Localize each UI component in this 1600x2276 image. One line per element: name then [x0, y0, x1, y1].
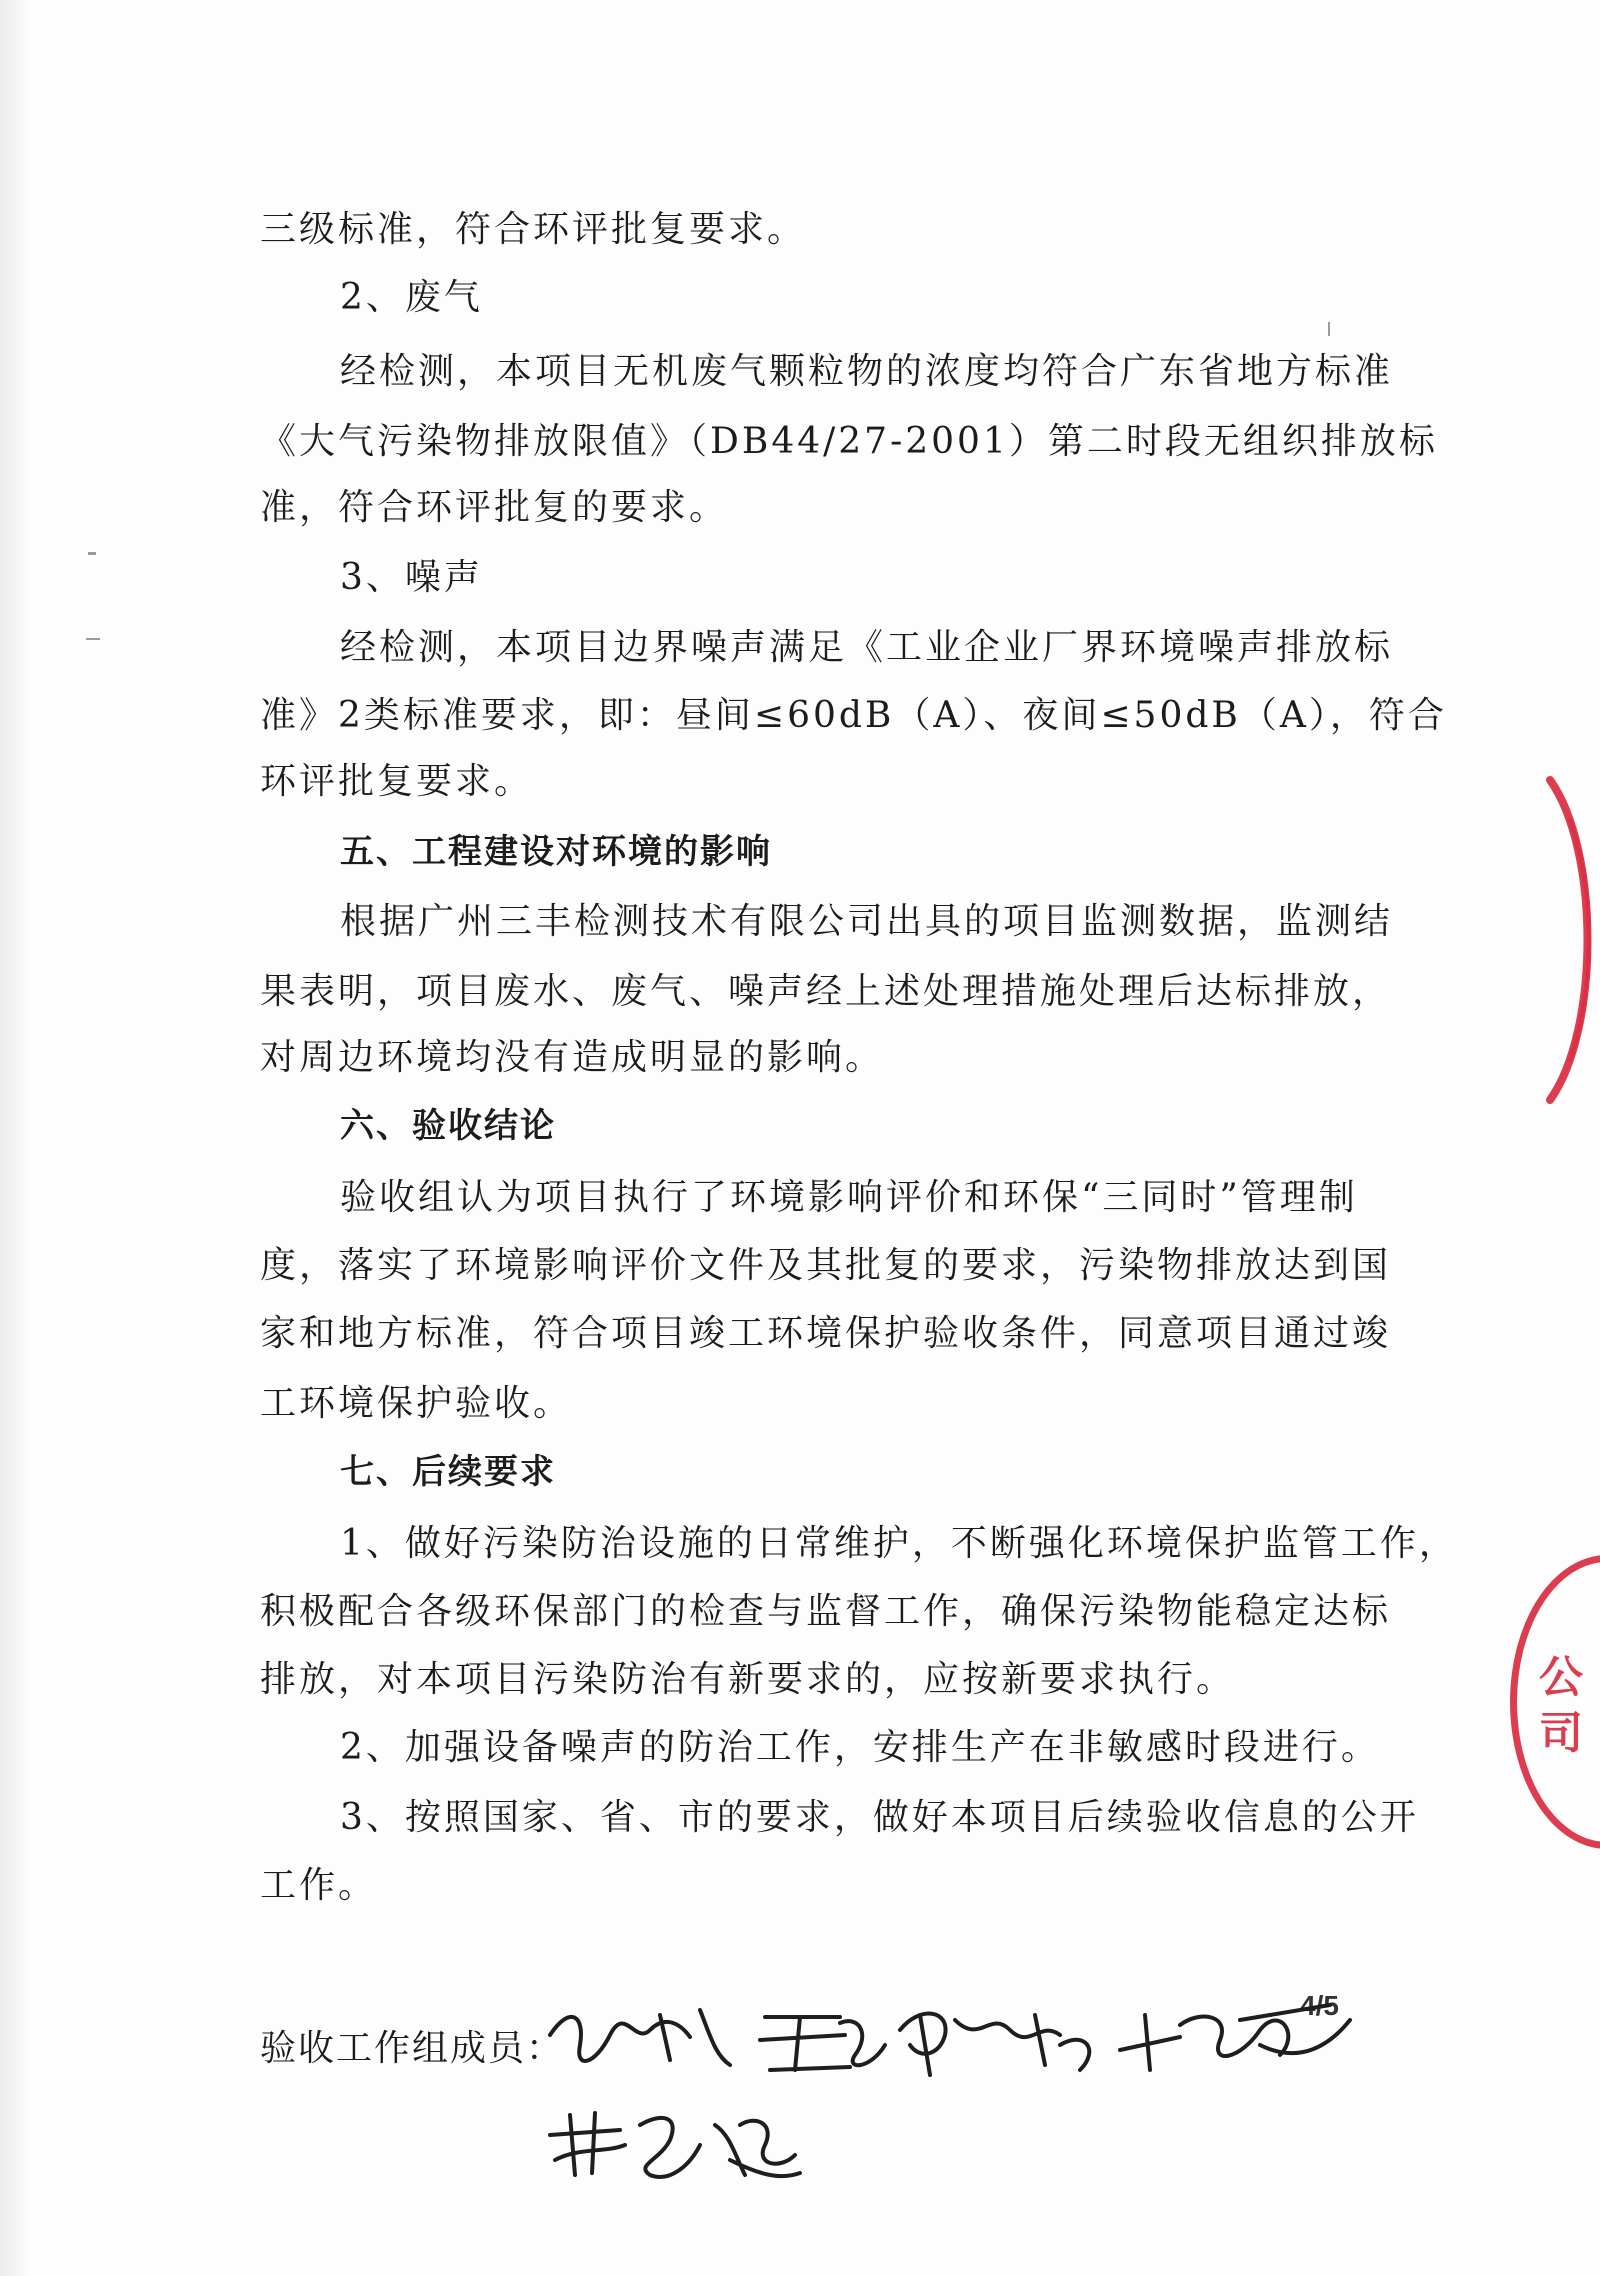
signature-stroke: [550, 2010, 730, 2065]
subsection-heading: 2、废气: [340, 277, 483, 318]
signature-stroke: [900, 2014, 1089, 2075]
body-line: 果表明，项目废水、废气、噪声经上述处理措施处理后达标排放，: [260, 971, 1392, 1012]
body-line: 1、做好污染防治设施的日常维护，不断强化环境保护监管工作，: [340, 1523, 1458, 1564]
body-line: 准，符合环评批复的要求。: [260, 487, 729, 528]
scan-speck: [1328, 322, 1330, 336]
handwritten-signatures: [540, 1975, 1440, 2195]
body-line: 对周边环境均没有造成明显的影响。: [260, 1037, 885, 1078]
body-line: 三级标准，符合环评批复要求。: [260, 209, 807, 250]
scan-edge-shadow: [0, 0, 30, 2276]
body-line: 经检测，本项目边界噪声满足《工业企业厂界环境噪声排放标: [340, 627, 1394, 668]
body-line: 家和地方标准，符合项目竣工环境保护验收条件，同意项目通过竣: [260, 1313, 1392, 1354]
body-line: 排放，对本项目污染防治有新要求的，应按新要求执行。: [260, 1659, 1236, 1700]
section-heading: 七、后续要求: [340, 1452, 556, 1492]
signature-stroke: [1120, 2005, 1350, 2070]
scan-speck: [88, 552, 96, 555]
section-heading: 六、验收结论: [340, 1106, 556, 1146]
body-line: 3、按照国家、省、市的要求，做好本项目后续验收信息的公开: [340, 1797, 1419, 1838]
section-heading: 五、工程建设对环境的影响: [340, 832, 772, 872]
stamp-lettering: 公司: [1539, 1652, 1583, 1759]
page-number: 4/5: [1300, 1990, 1339, 2021]
body-line: 积极配合各级环保部门的检查与监督工作，确保污染物能稳定达标: [260, 1591, 1392, 1632]
body-line: 工作。: [260, 1865, 378, 1906]
body-line: 度，落实了环境影响评价文件及其批复的要求，污染物排放达到国: [260, 1245, 1392, 1286]
red-stamp-partial-lower: [1510, 1555, 1600, 1849]
signature-stroke: [760, 2017, 885, 2070]
body-line: 验收组认为项目执行了环境影响评价和环保“三同时”管理制: [340, 1177, 1358, 1218]
body-line: 经检测，本项目无机废气颗粒物的浓度均符合广东省地方标准: [340, 351, 1394, 392]
red-stamp-partial-upper: [1540, 760, 1600, 1120]
body-line: 《大气污染物排放限值》（DB44/27-2001）第二时段无组织排放标: [260, 421, 1438, 462]
body-line: 2、加强设备噪声的防治工作，安排生产在非敏感时段进行。: [340, 1727, 1380, 1768]
scan-speck: [86, 638, 100, 640]
body-line: 环评批复要求。: [260, 761, 534, 802]
body-line: 根据广州三丰检测技术有限公司出具的项目监测数据，监测结: [340, 901, 1394, 942]
subsection-heading: 3、噪声: [340, 557, 483, 598]
body-line: 工环境保护验收。: [260, 1383, 573, 1424]
body-line: 准》2类标准要求，即：昼间≤60dB（A）、夜间≤50dB（A），符合: [260, 695, 1447, 736]
signature-stroke: [550, 2113, 800, 2177]
signature-label: 验收工作组成员：: [260, 2028, 565, 2069]
